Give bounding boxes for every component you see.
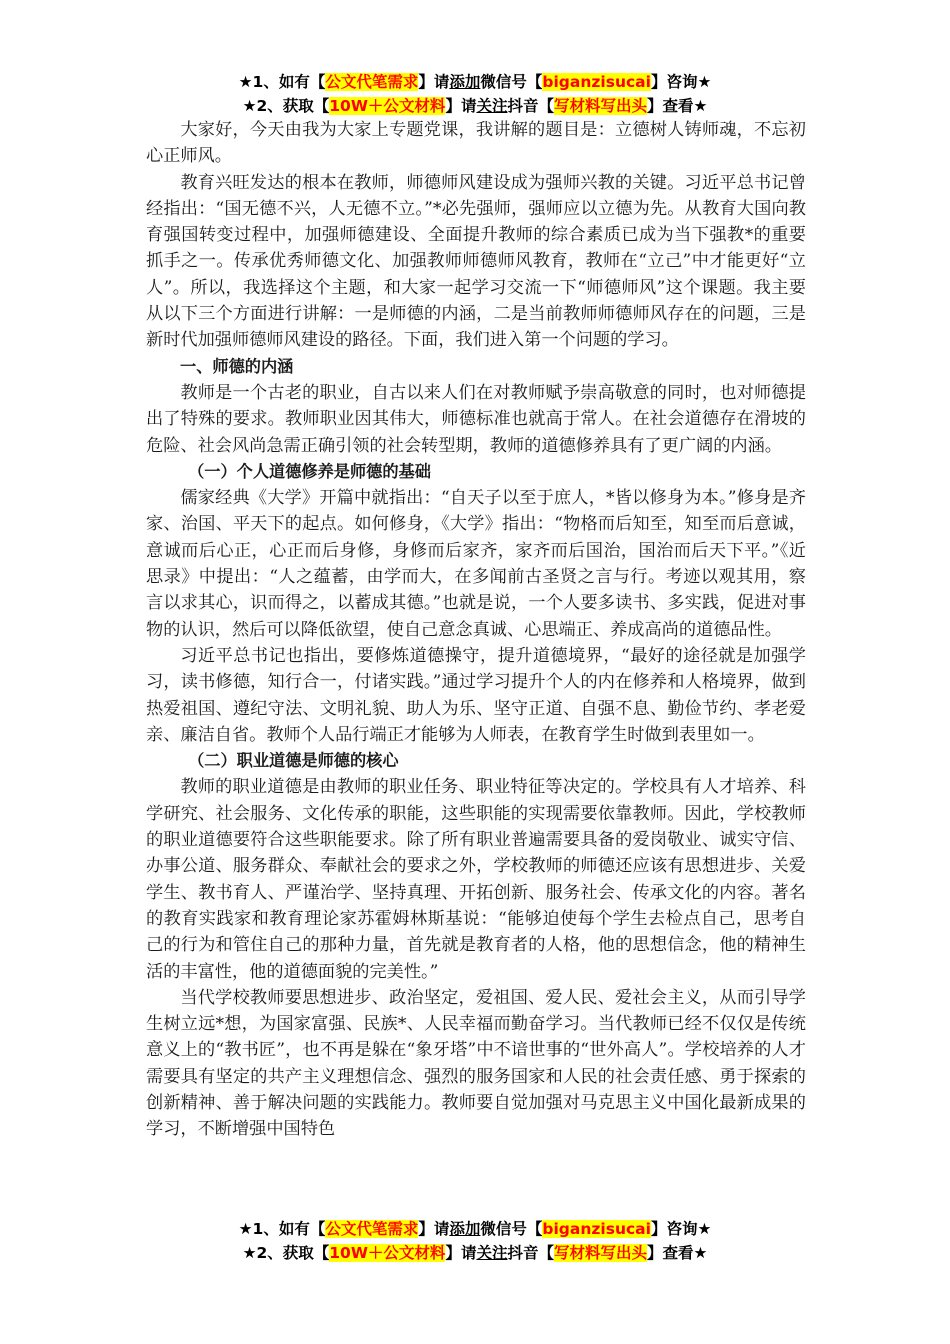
footer-line-1-mid2: 微信号【 <box>480 1220 543 1238</box>
header-line-1-mid: 】请 <box>418 73 450 91</box>
paragraph-background: 教育兴旺发达的根本在教师，师德师风建设成为强师兴教的关键。习近平总书记曾经指出：“国无德不兴，人无德不立。”*必先强师，强师应以立德为先。从教育大国向教育强国转变过程中，加强师德建设、全面提升教师的综合素质已成为当下强教*的重要抓手之一。传承优秀师德文化、加强教师师德师风教育，教师在“立己”中才能更好“立人”。所以，我选择这个主题，和大家一起学习交流一下“师德师风”这个课题。我主要从以下三个方面进行讲解：一是师德的内涵，二是当前教师师德师风存在的问题，三是新时代加强师德师风建设的路径。下面，我们进入第一个问题的学习。 <box>146 172 806 351</box>
footer-line-1-prefix: ★1、如有【 <box>238 1220 326 1238</box>
footer-line-1-suffix: 】咨询★ <box>650 1220 712 1238</box>
header-line-2 <box>145 94 805 118</box>
footer-line-2 <box>145 1241 805 1265</box>
footer-line-2-highlight-douyin: 写材料写出头 <box>553 1244 647 1262</box>
paragraph-subsection-2b: 当代学校教师要思想进步、政治坚定，爱祖国、爱人民、爱社会主义，从而引导学生树立远*想，为国家富强、民族*、人民幸福而勤奋学习。当代教师已经不仅仅是传统意义上的“教书匠”，也不再是躲在“象牙塔”中不谙世事的“世外高人”。学校培养的人才需要具有坚定的共产主义理想信念、强烈的服务国家和人民的社会责任感、勇于探索的创新精神、善于解决问题的实践能力。教师要自觉加强对马克思主义中国化最新成果的学习，不断增强中国特色 <box>146 987 806 1140</box>
footer-line-1-mid: 】请 <box>418 1220 450 1238</box>
footer-line-1-highlight-service: 公文代笔需求 <box>325 1220 419 1238</box>
header-line-2-mid2: 抖音【 <box>507 97 554 115</box>
header-line-1 <box>145 70 805 94</box>
paragraph-subsection-1a: 儒家经典《大学》开篇中就指出：“自天子以至于庶人，*皆以修身为本。”修身是齐家、治国、平天下的起点。如何修身，《大学》指出：“物格而后知至，知至而后意诚，意诚而后心正，心正而后身修，身修而后家齐，家齐而后国治，国治而后天下平。”《近思录》中提出：“人之蕴蓄，由学而大，在多闻前古圣贤之言与行。考迹以观其用，察言以求其心，识而得之，以蓄成其德。”也就是说，一个人要多读书、多实践，促进对事物的认识，然后可以降低欲望，使自己意念真诚、心思端正、养成高尚的道德品性。 <box>146 488 806 640</box>
footer-line-2-prefix: ★2、获取【 <box>242 1244 330 1262</box>
footer-line-2-highlight-materials: 10W＋公文材料 <box>329 1244 446 1262</box>
footer-line-2-mid: 】请 <box>445 1244 477 1262</box>
paragraph-intro: 大家好，今天由我为大家上专题党课，我讲解的题目是：立德树人铸师魂，不忘初心正师风。 <box>146 120 806 167</box>
header-line-1-prefix: ★1、如有【 <box>238 73 326 91</box>
header-line-1-emph: 添加 <box>449 73 481 91</box>
footer-line-2-emph: 关注 <box>476 1244 508 1262</box>
header-line-1-highlight-service: 公文代笔需求 <box>325 73 419 91</box>
header-line-2-prefix: ★2、获取【 <box>242 97 330 115</box>
section-heading-1: 一、师德的内涵 <box>180 356 294 376</box>
footer-line-2-suffix: 】查看★ <box>647 1244 708 1262</box>
header-line-2-highlight-douyin: 写材料写出头 <box>553 97 647 115</box>
subsection-heading-2: （二）职业道德是师德的核心 <box>188 751 399 771</box>
header-line-2-mid: 】请 <box>445 97 477 115</box>
header-line-1-highlight-wechat: biganzisucai <box>542 73 651 91</box>
footer-line-1-highlight-wechat: biganzisucai <box>542 1220 651 1238</box>
footer-banner <box>145 1217 805 1265</box>
header-line-2-suffix: 】查看★ <box>647 97 708 115</box>
paragraph-section-1: 教师是一个古老的职业，自古以来人们在对教师赋予崇高敬意的同时，也对师德提出了特殊的要求。教师职业因其伟大，师德标准也就高于常人。在社会道德存在滑坡的危险、社会风尚急需正确引领的社会转型期，教师的道德修养具有了更广阔的内涵。 <box>146 382 806 456</box>
header-line-1-mid2: 微信号【 <box>480 73 543 91</box>
footer-line-1 <box>145 1217 805 1241</box>
paragraph-subsection-1b: 习近平总书记也指出，要修炼道德操守，提升道德境界，“最好的途径就是加强学习，读书修德，知行合一，付诸实践。”通过学习提升个人的内在修养和人格境界，做到热爱祖国、遵纪守法、文明礼貌、助人为乐、坚守正道、自强不息、勤俭节约、孝老爱亲、廉洁自省。教师个人品行端正才能够为人师表，在教育学生时做到表里如一。 <box>146 645 806 745</box>
document-body <box>146 117 806 1143</box>
header-line-2-highlight-materials: 10W＋公文材料 <box>329 97 446 115</box>
footer-line-1-emph: 添加 <box>449 1220 481 1238</box>
footer-line-2-mid2: 抖音【 <box>507 1244 554 1262</box>
header-line-1-suffix: 】咨询★ <box>650 73 712 91</box>
paragraph-subsection-2a: 教师的职业道德是由教师的职业任务、职业特征等决定的。学校具有人才培养、科学研究、社会服务、文化传承的职能，这些职能的实现需要依靠教师。因此，学校教师的职业道德要符合这些职能要求。除了所有职业普遍需要具备的爱岗敬业、诚实守信、办事公道、服务群众、奉献社会的要求之外，学校教师的师德还应该有思想进步、关爱学生、教书育人、严谨治学、坚持真理、开拓创新、服务社会、传承文化的内容。著名的教育实践家和教育理论家苏霍姆林斯基说：“能够迫使每个学生去检点自己，思考自己的行为和管住自己的那种力量，首先就是教育者的人格，他的思想信念，他的精神生活的丰富性，他的道德面貌的完美性。” <box>146 777 806 982</box>
header-banner <box>145 70 805 118</box>
header-line-2-emph: 关注 <box>476 97 508 115</box>
subsection-heading-1: （一）个人道德修养是师德的基础 <box>188 461 431 481</box>
